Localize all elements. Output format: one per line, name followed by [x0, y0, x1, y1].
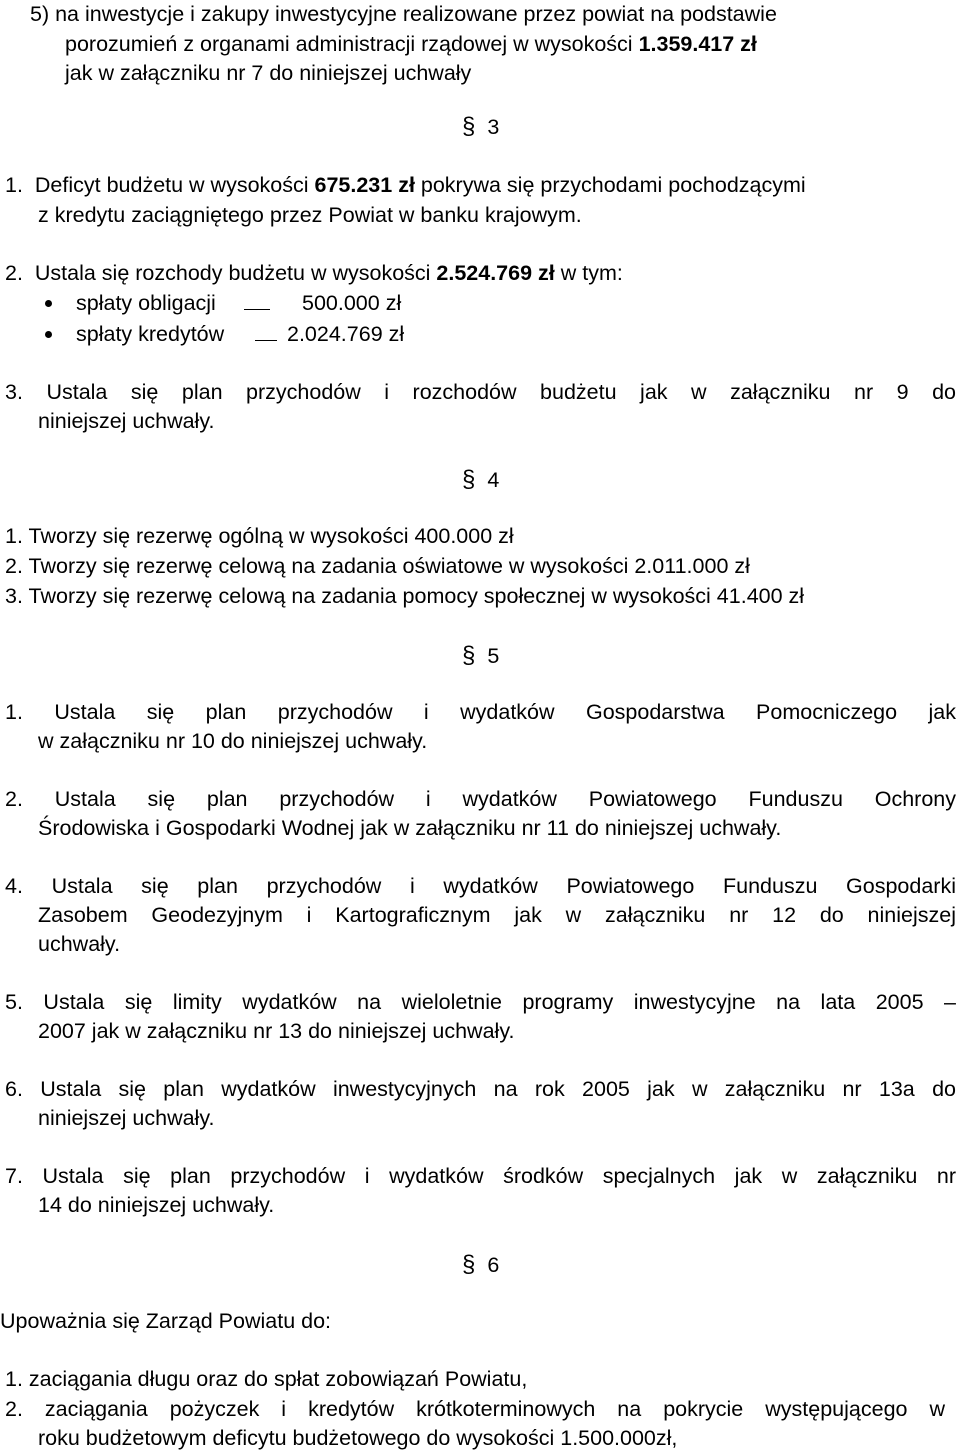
s3-paragraph-1: 1. Deficyt budżetu w wysokości 675.231 zł pokrywa się przychodami pochodzącymi [5, 173, 806, 197]
s5-item-4-line3: uchwały. [38, 932, 121, 956]
s3-bullet-1-label: spłaty obligacji [76, 291, 216, 315]
s3-bullet-2-value: 2.024.769 zł [287, 322, 405, 346]
s5-item-5-line2: 2007 jak w załączniku nr 13 do niniejszej uchwały. [38, 1019, 515, 1043]
s5-item-5-line1: 5. Ustala się limity wydatków na wieloletnie programy inwestycyjne na lata 2005 – [5, 990, 956, 1014]
s5-item-4-line1: 4. Ustala się plan przychodów i wydatków Powiatowego Funduszu Gospodarki [5, 874, 956, 898]
item5-line2: porozumień z organami administracji rządowej w wysokości 1.359.417 zł [65, 32, 757, 56]
s3-paragraph-1-line2: z kredytu zaciągniętego przez Powiat w banku krajowym. [38, 203, 582, 227]
s3-bullet-2-label: spłaty kredytów [76, 322, 225, 346]
item5-line3: jak w załączniku nr 7 do niniejszej uchwały [65, 61, 472, 85]
s5-item-4-line2: Zasobem Geodezyjnym i Kartograficznym jak w załączniku nr 12 do niniejszej [38, 903, 956, 927]
s5-item-6-line1: 6. Ustala się plan wydatków inwestycyjnych na rok 2005 jak w załączniku nr 13a do [5, 1077, 956, 1101]
s4-item-2: 2. Tworzy się rezerwę celową na zadania oświatowe w wysokości 2.011.000 zł [5, 554, 750, 578]
s3-paragraph-3-line1: 3. Ustala się plan przychodów i rozchodów budżetu jak w załączniku nr 9 do [5, 380, 956, 404]
s3-paragraph-2: 2. Ustala się rozchody budżetu w wysokości 2.524.769 zł w tym: [5, 261, 623, 285]
s6-intro: Upoważnia się Zarząd Powiatu do: [0, 1309, 332, 1333]
dash-divider [244, 309, 270, 310]
bullet-icon [45, 300, 52, 307]
item5-line1: 5) na inwestycje i zakupy inwestycyjne realizowane przez powiat na podstawie [30, 2, 777, 26]
section-6-heading: § 6 [462, 1251, 500, 1278]
section-3-heading: § 3 [462, 113, 500, 140]
dash-divider [255, 340, 277, 341]
s6-item-2-line1: 2. zaciągania pożyczek i kredytów krótkoterminowych na pokrycie występującego w [5, 1397, 945, 1421]
s4-item-3: 3. Tworzy się rezerwę celową na zadania pomocy społecznej w wysokości 41.400 zł [5, 584, 805, 608]
section-4-heading: § 4 [462, 466, 500, 493]
s5-item-7-line2: 14 do niniejszej uchwały. [38, 1193, 275, 1217]
s6-item-2-line2: roku budżetowym deficytu budżetowego do wysokości 1.500.000zł, [38, 1426, 678, 1450]
s6-item-1: 1. zaciągania długu oraz do spłat zobowiązań Powiatu, [5, 1367, 528, 1391]
item5-amount: 1.359.417 zł [638, 32, 757, 56]
s5-item-2-line2: Środowiska i Gospodarki Wodnej jak w załączniku nr 11 do niniejszej uchwały. [38, 816, 782, 840]
s4-item-1: 1. Tworzy się rezerwę ogólną w wysokości 400.000 zł [5, 524, 514, 548]
s5-item-1-line1: 1. Ustala się plan przychodów i wydatków Gospodarstwa Pomocniczego jak [5, 700, 956, 724]
section-5-heading: § 5 [462, 642, 500, 669]
s3-paragraph-3-line2: niniejszej uchwały. [38, 409, 215, 433]
s5-item-1-line2: w załączniku nr 10 do niniejszej uchwały. [38, 729, 428, 753]
bullet-icon [45, 331, 52, 338]
s3-bullet-1-value: 500.000 zł [302, 291, 402, 315]
s5-item-6-line2: niniejszej uchwały. [38, 1106, 215, 1130]
s5-item-7-line1: 7. Ustala się plan przychodów i wydatków środków specjalnych jak w załączniku nr [5, 1164, 956, 1188]
s5-item-2-line1: 2. Ustala się plan przychodów i wydatków Powiatowego Funduszu Ochrony [5, 787, 956, 811]
